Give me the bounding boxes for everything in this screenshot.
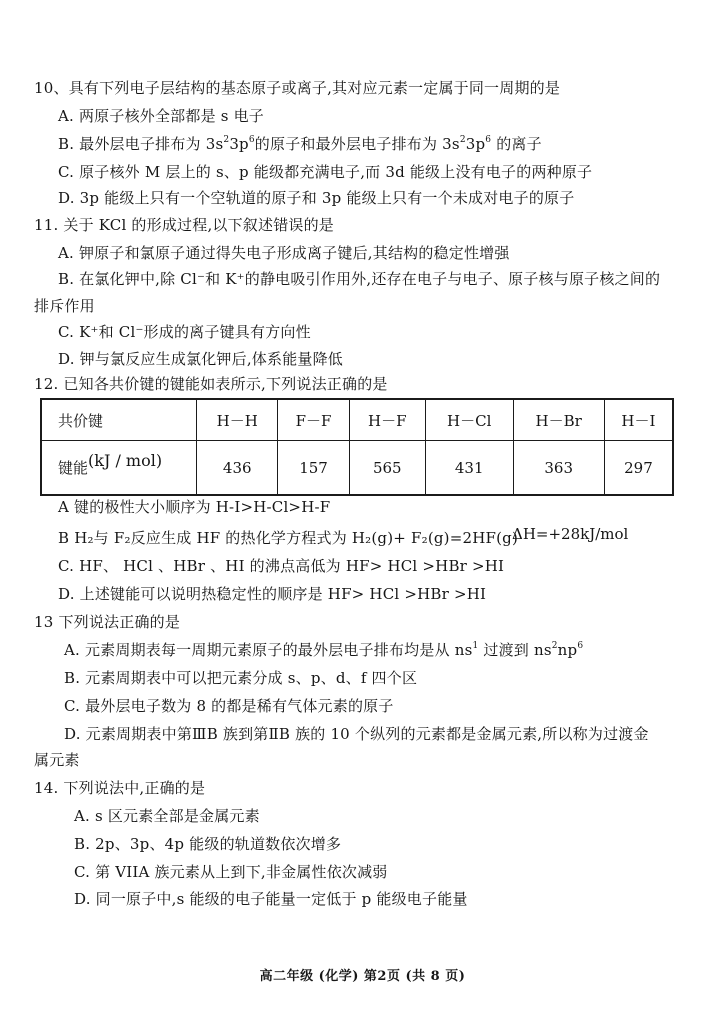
q12-option-c: C. HF、 HCl 、HBr 、HI 的沸点高低为 HF> HCl >HBr >HI — [58, 557, 505, 575]
q14-option-d: D. 同一原子中,s 能级的电子能量一定低于 p 能级电子能量 — [74, 890, 468, 908]
q12-option-b-enthalpy: ΔH=+28kJ/mol — [512, 525, 629, 543]
row-label-unit: (kJ / mol) — [88, 451, 163, 470]
q14-option-b: B. 2p、3p、4p 能级的轨道数依次增多 — [74, 835, 342, 853]
table-bond-cell: F－F — [278, 399, 349, 441]
table-energy-cell: 297 — [604, 441, 673, 496]
table-header-row — [41, 399, 673, 441]
q14-option-c: C. 第 VIIA 族元素从上到下,非金属性依次减弱 — [74, 863, 388, 881]
table-bond-cell: H－H — [197, 399, 278, 441]
q13-a-text-3: np — [557, 641, 578, 659]
table-energy-cell: 436 — [197, 441, 278, 496]
q13-option-d-line1: D. 元素周期表中第ⅢB 族到第ⅡB 族的 10 个纵列的元素都是金属元素,所以称为过渡金 — [64, 725, 649, 743]
table-energy-row — [41, 441, 673, 496]
q10-option-b: B. 最外层电子排布为 $3s^23p^6$的原子和最外层电子排布为 $3s^23p^6$ 的离子 — [58, 135, 542, 153]
q11-option-d: D. 钾与氯反应生成氯化钾后,体系能量降低 — [58, 350, 343, 368]
table-energy-cell: 431 — [425, 441, 513, 496]
table-energy-cell: 565 — [349, 441, 425, 496]
table-energy-cell: 363 — [513, 441, 604, 496]
table-header-label: 共价键 — [41, 399, 197, 441]
q14-option-a: A. s 区元素全部是金属元素 — [74, 807, 260, 825]
q10-option-a: A. 两原子核外全部都是 s 电子 — [58, 107, 265, 125]
q12-option-a: A 键的极性大小顺序为 H-I>H-Cl>H-F — [58, 498, 331, 516]
q11-option-b-line2: 排斥作用 — [34, 297, 95, 315]
q10-b-text-1: B. 最外层电子排布为 3s — [58, 135, 224, 153]
table-bond-cell: H－Cl — [425, 399, 513, 441]
table-bond-cell: H－Br — [513, 399, 604, 441]
q14-stem: 14. 下列说法中,正确的是 — [34, 779, 206, 797]
q10-b-text-2: 的原子和最外层电子排布为 3s — [254, 135, 460, 153]
q13-option-a: A. 元素周期表每一周期元素原子的最外层电子排布均是从 $ns^1$ 过渡到 $ns^2np^6$ — [64, 641, 584, 659]
q11-stem: 11. 关于 KCl 的形成过程,以下叙述错误的是 — [34, 216, 335, 234]
table-row-label — [41, 441, 197, 496]
q13-option-c: C. 最外层电子数为 8 的都是稀有气体元素的原子 — [64, 697, 394, 715]
q10-option-c: C. 原子核外 M 层上的 s、p 能级都充满电子,而 3d 能级上没有电子的两种原子 — [58, 163, 593, 181]
table-bond-cell: H－I — [604, 399, 673, 441]
q12-option-b: B H₂与 F₂反应生成 HF 的热化学方程式为 H₂(g)+ F₂(g)=2HF(g) — [58, 529, 519, 547]
q13-a-text-2: 过渡到 ns — [478, 641, 552, 659]
page-footer: 高二年级 (化学) 第2页 (共 8 页) — [259, 969, 466, 984]
row-label-text: 键能 — [58, 459, 89, 477]
table-bond-cell: H－F — [349, 399, 425, 441]
q11-option-c: C. K⁺和 Cl⁻形成的离子键具有方向性 — [58, 323, 311, 341]
q10-b-text-3: 的离子 — [496, 135, 542, 153]
q13-stem: 13 下列说法正确的是 — [34, 613, 181, 631]
q10-stem: 10、具有下列电子层结构的基态原子或离子,其对应元素一定属于同一周期的是 — [34, 79, 561, 97]
q12-option-d: D. 上述键能可以说明热稳定性的顺序是 HF> HCl >HBr >HI — [58, 585, 487, 603]
q12-stem: 12. 已知各共价键的键能如表所示,下列说法正确的是 — [34, 375, 388, 393]
q13-option-b: B. 元素周期表中可以把元素分成 s、p、d、f 四个区 — [64, 669, 418, 687]
q10-option-d: D. 3p 能级上只有一个空轨道的原子和 3p 能级上只有一个未成对电子的原子 — [58, 189, 575, 207]
bond-energy-table — [40, 398, 674, 496]
q11-option-b-line1: B. 在氯化钾中,除 Cl⁻和 K⁺的静电吸引作用外,还存在电子与电子、原子核与原子核之间的 — [58, 270, 661, 288]
q13-option-d-line2: 属元素 — [34, 751, 80, 769]
q11-option-a: A. 钾原子和氯原子通过得失电子形成离子键后,其结构的稳定性增强 — [58, 244, 510, 262]
table-energy-cell: 157 — [278, 441, 349, 496]
q13-a-text-1: A. 元素周期表每一周期元素原子的最外层电子排布均是从 ns — [64, 641, 473, 659]
